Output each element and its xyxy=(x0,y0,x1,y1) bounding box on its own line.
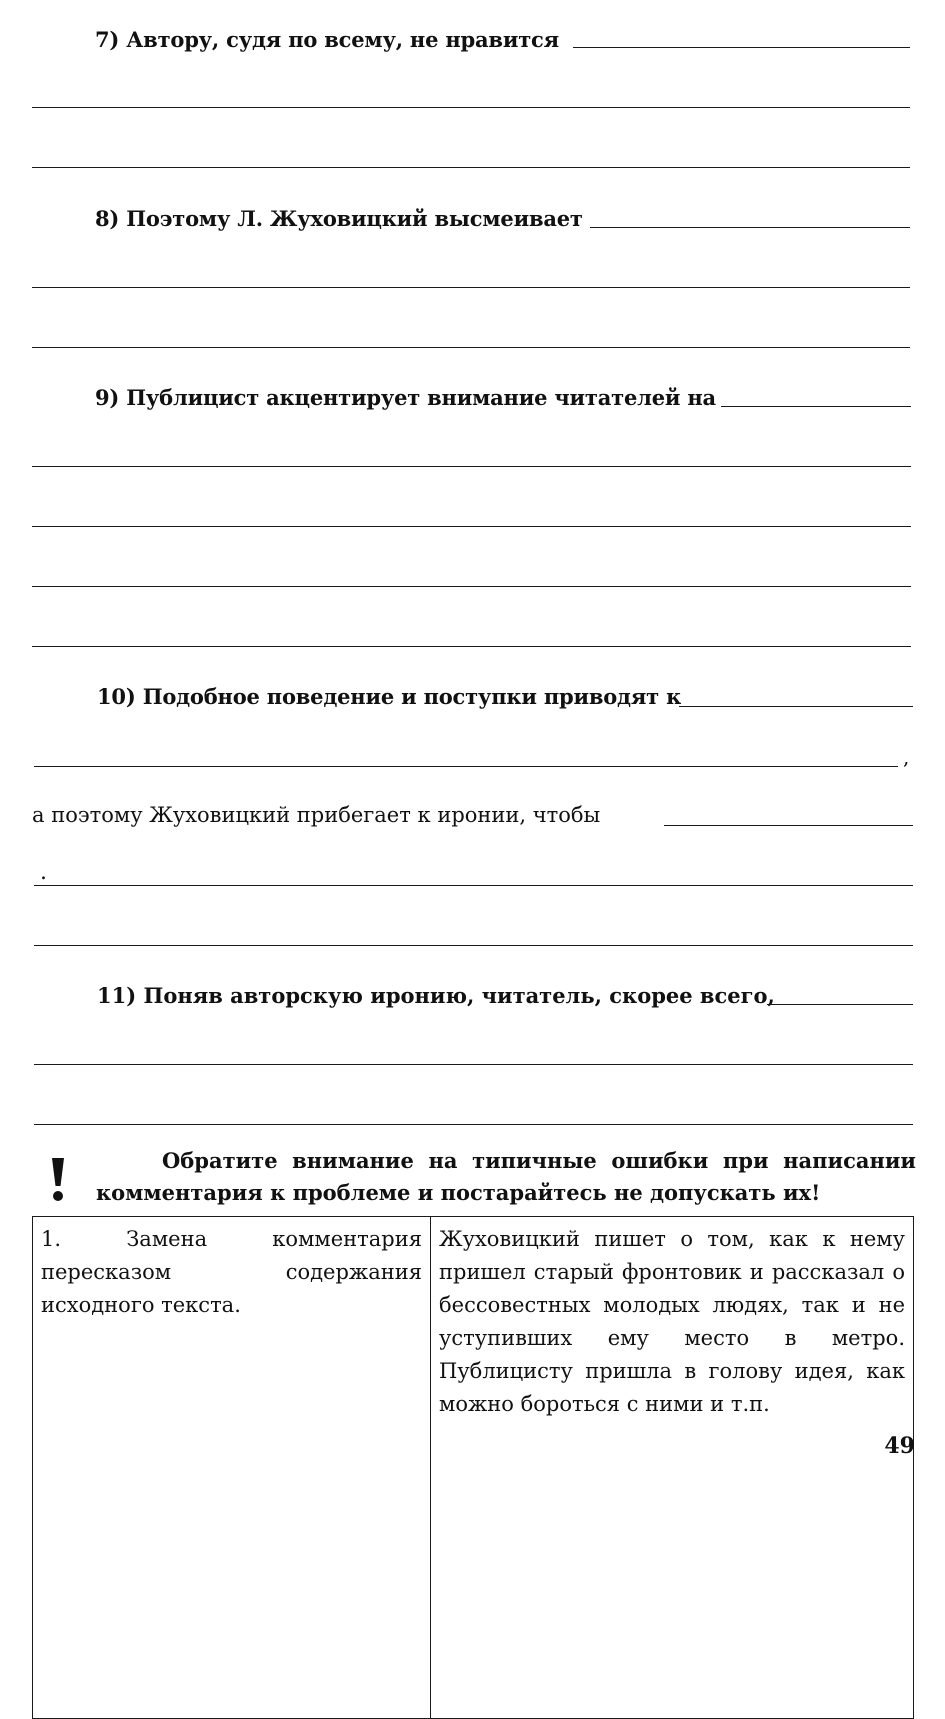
answer-line[interactable] xyxy=(34,1124,913,1125)
item-number: 10) xyxy=(97,684,136,709)
answer-line[interactable] xyxy=(721,406,911,407)
item-text: Автору, судя по всему, не нравится xyxy=(126,27,559,52)
answer-line[interactable] xyxy=(590,227,910,228)
prompt-item-9 xyxy=(95,385,716,410)
answer-line[interactable] xyxy=(767,1004,913,1005)
item-number: 8) xyxy=(95,206,120,231)
item-number: 9) xyxy=(95,385,120,410)
item-text: Поэтому Л. Жуховицкий высмеивает xyxy=(126,206,583,231)
prompt-item-10 xyxy=(97,684,681,709)
error-example-cell: Жуховицкий пишет о том, как к нему пришел старый фронтовик и рассказал о бессовестных молодых людях, так и не уступивших ему место в метро. Публицисту пришла в голову идея, как можно бороться с ними и т.п. xyxy=(439,1227,905,1416)
answer-line[interactable] xyxy=(34,945,913,946)
continuation-prompt: а поэтому Жуховицкий прибегает к иронии, чтобы xyxy=(32,803,601,827)
answer-line[interactable] xyxy=(573,47,910,48)
item-number: 7) xyxy=(95,27,120,52)
item-text: Поняв авторскую иронию, читатель, скорее всего, xyxy=(143,983,775,1008)
answer-line[interactable] xyxy=(679,706,913,707)
answer-line[interactable] xyxy=(32,347,910,348)
comma-mark: , xyxy=(903,745,910,769)
answer-line[interactable] xyxy=(32,466,911,467)
answer-line[interactable] xyxy=(32,586,911,587)
answer-line[interactable] xyxy=(32,287,910,288)
notice-text xyxy=(96,1145,916,1209)
prompt-item-8 xyxy=(95,206,583,231)
item-text: Публицист акцентирует внимание читателей на xyxy=(126,385,716,410)
answer-line[interactable] xyxy=(32,526,911,527)
answer-line[interactable] xyxy=(34,766,898,767)
item-number: 11) xyxy=(97,983,137,1008)
item-text: Подобное поведение и поступки приводят к xyxy=(142,684,682,709)
page-number: 49 xyxy=(884,1433,915,1459)
answer-line[interactable] xyxy=(32,167,910,168)
error-table xyxy=(32,1216,914,1719)
answer-line[interactable] xyxy=(34,885,913,886)
answer-line[interactable] xyxy=(664,825,913,826)
prompt-item-7 xyxy=(95,27,559,52)
error-type-cell: 1. Замена комментария пересказом содержания исходного текста. xyxy=(33,1217,431,1718)
answer-line[interactable] xyxy=(34,1064,913,1065)
notice-body: Обратите внимание на типичные ошибки при написании комментария к проблеме и постарайтесь не допускать их! xyxy=(96,1148,916,1205)
answer-line[interactable] xyxy=(32,646,911,647)
period-mark: . xyxy=(40,860,47,885)
exclamation-icon xyxy=(46,1156,70,1204)
answer-line[interactable] xyxy=(32,107,910,108)
prompt-item-11 xyxy=(97,983,775,1008)
